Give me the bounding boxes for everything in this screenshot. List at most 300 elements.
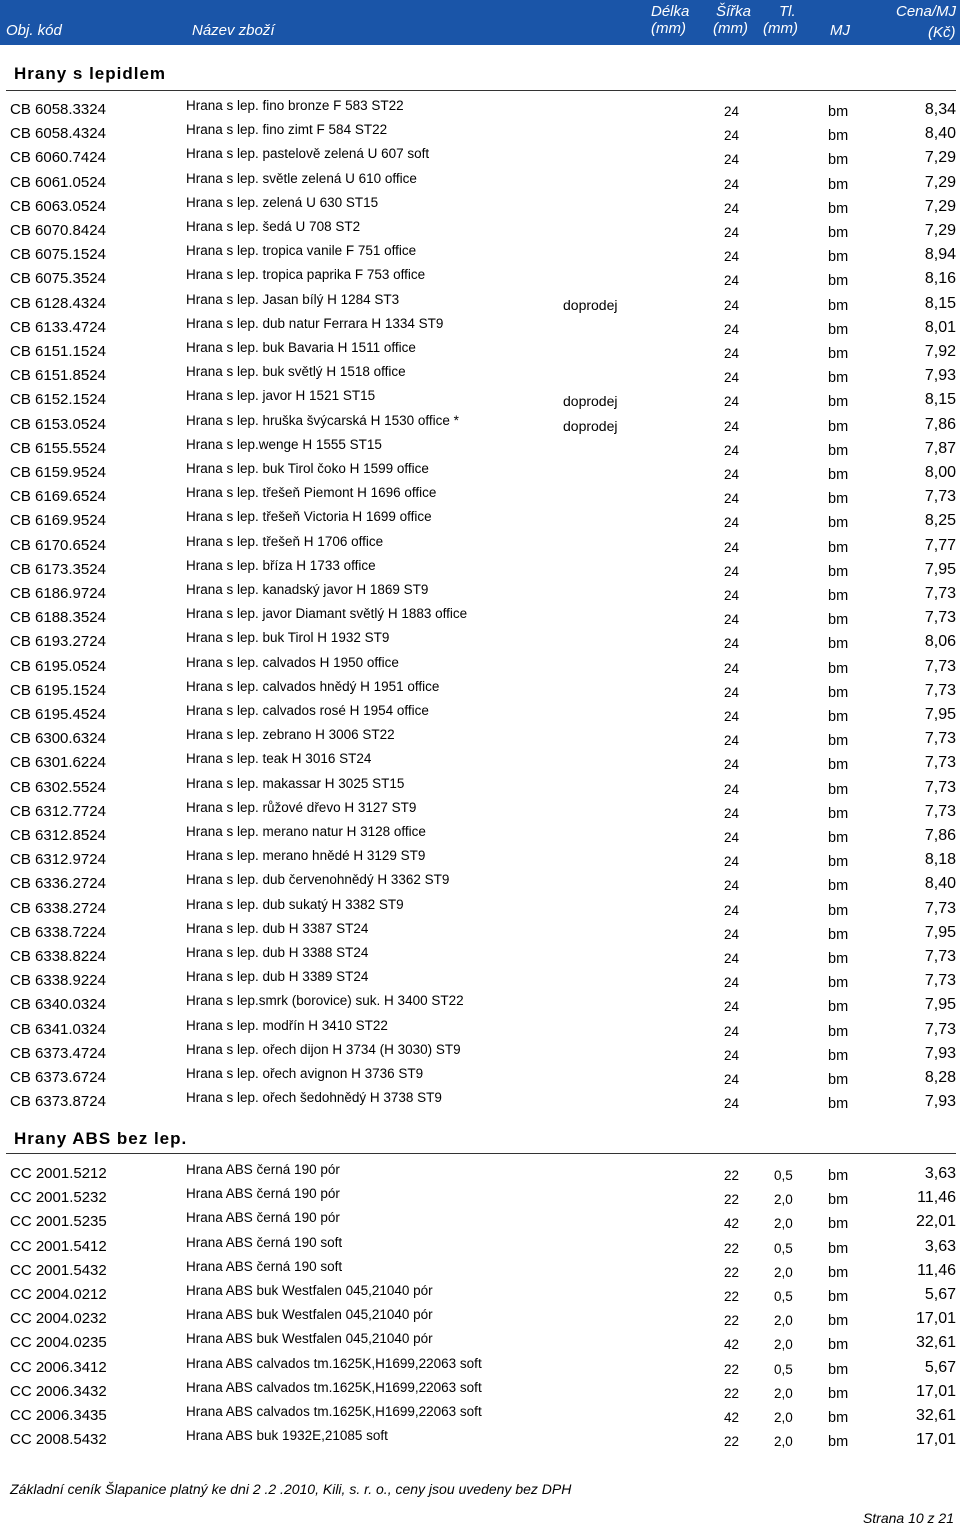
item-unit: bm bbox=[828, 1313, 849, 1330]
item-length: 24 bbox=[724, 684, 740, 700]
item-length: 24 bbox=[724, 418, 740, 434]
item-length: 22 bbox=[724, 1385, 740, 1401]
item-code: CB 6133.4724 bbox=[10, 318, 106, 336]
footer-note: Základní ceník Šlapanice platný ke dni 2 .2 .2010, Kili, s. r. o., ceny jsou uvedeny bez DPH bbox=[10, 1481, 572, 1497]
table-row bbox=[0, 509, 960, 536]
item-length: 24 bbox=[724, 442, 740, 458]
item-price: 7,77 bbox=[924, 536, 956, 554]
header-width: Šířka bbox=[716, 3, 752, 20]
item-price: 8,16 bbox=[924, 270, 956, 288]
table-row bbox=[0, 219, 960, 246]
item-price: 32,61 bbox=[915, 1407, 956, 1424]
item-name: Hrana s lep. buk světlý H 1518 office bbox=[186, 364, 406, 380]
table-row bbox=[0, 969, 960, 996]
item-price: 7,29 bbox=[924, 149, 956, 167]
item-unit: bm bbox=[828, 152, 849, 169]
item-length: 24 bbox=[724, 321, 740, 337]
item-price: 8,15 bbox=[924, 294, 956, 312]
item-price: 8,15 bbox=[924, 391, 956, 409]
item-unit: bm bbox=[828, 1434, 849, 1451]
item-thickness: 0,5 bbox=[774, 1168, 793, 1183]
item-code: CB 6152.1524 bbox=[10, 391, 106, 409]
table-row bbox=[0, 98, 960, 125]
table-row bbox=[0, 1186, 960, 1213]
table-row bbox=[0, 436, 960, 464]
item-unit: bm bbox=[828, 1072, 849, 1088]
item-unit: bm bbox=[828, 830, 849, 846]
item-price: 17,01 bbox=[915, 1310, 956, 1328]
item-code: CB 6338.9224 bbox=[10, 972, 106, 990]
table-row bbox=[0, 824, 960, 851]
table-row bbox=[0, 896, 960, 924]
item-unit: bm bbox=[828, 951, 849, 967]
header-price: Cena/MJ bbox=[896, 3, 957, 20]
item-name: Hrana ABS calvados tm.1625K,H1699,22063 soft bbox=[186, 1404, 482, 1419]
table-header bbox=[0, 0, 960, 45]
item-length: 22 bbox=[724, 1313, 740, 1329]
item-name: Hrana s lep. třešeň H 1706 office bbox=[186, 533, 384, 549]
item-thickness: 2,0 bbox=[774, 1192, 793, 1208]
table-row bbox=[0, 606, 960, 633]
item-unit: bm bbox=[828, 1289, 849, 1305]
item-length: 24 bbox=[724, 225, 740, 240]
item-length: 22 bbox=[724, 1361, 740, 1377]
item-code: CB 6170.6524 bbox=[10, 536, 106, 554]
item-length: 22 bbox=[724, 1434, 740, 1450]
item-length: 24 bbox=[724, 709, 740, 724]
header-length-unit: (mm) bbox=[651, 20, 686, 37]
item-code: CB 6312.7724 bbox=[10, 802, 106, 820]
item-price: 8,00 bbox=[924, 464, 956, 481]
item-code: CB 6338.7224 bbox=[10, 923, 106, 941]
item-length: 24 bbox=[724, 1096, 740, 1112]
item-name: Hrana s lep. kanadský javor H 1869 ST9 bbox=[186, 582, 429, 597]
item-name: Hrana s lep. růžové dřevo H 3127 ST9 bbox=[186, 799, 417, 815]
item-length: 24 bbox=[724, 1072, 740, 1087]
item-code: CB 6373.4724 bbox=[10, 1044, 106, 1062]
item-unit: bm bbox=[828, 588, 849, 604]
item-length: 24 bbox=[724, 152, 740, 168]
item-price: 7,73 bbox=[924, 681, 956, 699]
item-note: doprodej bbox=[563, 417, 618, 434]
item-code: CC 2004.0212 bbox=[10, 1286, 107, 1303]
item-unit: bm bbox=[828, 926, 849, 943]
item-length: 24 bbox=[724, 733, 740, 749]
item-length: 24 bbox=[724, 200, 740, 216]
table-row bbox=[0, 945, 960, 972]
table-row bbox=[0, 920, 960, 948]
item-unit: bm bbox=[828, 709, 849, 725]
item-length: 22 bbox=[724, 1289, 740, 1304]
item-price: 8,40 bbox=[924, 125, 956, 143]
table-row bbox=[0, 533, 960, 561]
item-code: CC 2001.5235 bbox=[10, 1213, 107, 1231]
item-length: 24 bbox=[724, 660, 740, 676]
table-row bbox=[0, 364, 960, 391]
item-unit: bm bbox=[828, 539, 849, 556]
item-unit: bm bbox=[828, 781, 849, 798]
item-code: CB 6301.6224 bbox=[10, 754, 106, 772]
table-row bbox=[0, 1041, 960, 1069]
item-name: Hrana ABS černá 190 pór bbox=[186, 1186, 340, 1202]
item-code: CC 2006.3412 bbox=[10, 1358, 107, 1376]
item-length: 24 bbox=[724, 273, 740, 289]
item-name: Hrana ABS buk 1932E,21085 soft bbox=[186, 1428, 388, 1444]
item-code: CB 6195.4524 bbox=[10, 706, 106, 723]
header-name: Název zboží bbox=[192, 22, 275, 39]
item-code: CB 6075.3524 bbox=[10, 270, 106, 288]
item-code: CB 6195.1524 bbox=[10, 681, 106, 699]
item-code: CC 2001.5212 bbox=[10, 1165, 107, 1182]
item-price: 8,25 bbox=[924, 512, 956, 530]
item-price: 22,01 bbox=[915, 1213, 956, 1231]
table-row bbox=[0, 582, 960, 609]
item-unit: bm bbox=[828, 249, 849, 266]
table-row bbox=[0, 122, 960, 149]
item-code: CB 6063.0524 bbox=[10, 197, 106, 215]
table-row bbox=[0, 170, 960, 198]
item-unit: bm bbox=[828, 321, 849, 338]
item-code: CB 6341.0324 bbox=[10, 1020, 106, 1038]
item-unit: bm bbox=[828, 346, 849, 362]
item-unit: bm bbox=[828, 128, 849, 145]
item-price: 7,73 bbox=[924, 899, 956, 917]
item-price: 7,92 bbox=[924, 343, 956, 360]
item-price: 8,01 bbox=[924, 318, 956, 336]
item-length: 24 bbox=[724, 878, 740, 894]
item-unit: bm bbox=[828, 1264, 849, 1281]
item-price: 8,28 bbox=[924, 1069, 956, 1086]
item-unit: bm bbox=[828, 636, 849, 653]
item-price: 7,73 bbox=[924, 972, 956, 990]
item-name: Hrana s lep. bříza H 1733 office bbox=[186, 557, 376, 573]
item-thickness: 2,0 bbox=[774, 1410, 793, 1425]
item-code: CC 2001.5412 bbox=[10, 1237, 107, 1255]
table-row bbox=[0, 267, 960, 294]
table-row bbox=[0, 1017, 960, 1045]
item-name: Hrana s lep. dub červenohnědý H 3362 ST9 bbox=[186, 872, 450, 888]
item-code: CB 6373.6724 bbox=[10, 1069, 106, 1086]
item-price: 7,29 bbox=[924, 173, 956, 191]
item-length: 24 bbox=[724, 1023, 740, 1039]
table-row bbox=[0, 775, 960, 803]
item-price: 5,67 bbox=[924, 1358, 956, 1376]
table-row bbox=[0, 727, 960, 754]
item-length: 24 bbox=[724, 588, 740, 603]
item-unit: bm bbox=[828, 1385, 849, 1402]
table-row bbox=[0, 703, 960, 730]
item-code: CB 6195.0524 bbox=[10, 657, 106, 675]
item-code: CB 6075.1524 bbox=[10, 246, 106, 264]
table-row bbox=[0, 485, 960, 512]
section-divider bbox=[6, 1153, 956, 1154]
item-code: CB 6300.6324 bbox=[10, 730, 106, 748]
item-thickness: 2,0 bbox=[774, 1264, 793, 1280]
item-code: CB 6128.4324 bbox=[10, 294, 106, 312]
item-code: CB 6373.8724 bbox=[10, 1093, 106, 1111]
table-row bbox=[0, 388, 960, 415]
item-length: 22 bbox=[724, 1192, 740, 1208]
item-name: Hrana s lep. šedá U 708 ST2 bbox=[186, 219, 361, 234]
item-name: Hrana ABS černá 190 pór bbox=[186, 1210, 340, 1226]
item-name: Hrana s lep. javor Diamant světlý H 1883 office bbox=[186, 606, 468, 622]
item-price: 7,86 bbox=[924, 415, 956, 433]
item-price: 8,18 bbox=[924, 851, 956, 869]
section-title: Hrany ABS bez lep. bbox=[14, 1129, 188, 1148]
item-unit: bm bbox=[828, 394, 849, 411]
item-price: 8,34 bbox=[924, 101, 956, 118]
item-price: 7,73 bbox=[924, 488, 956, 506]
table-row bbox=[0, 1090, 960, 1117]
item-name: Hrana s lep. tropica paprika F 753 office bbox=[186, 267, 426, 283]
item-name: Hrana s lep. fino bronze F 583 ST22 bbox=[186, 98, 404, 113]
item-thickness: 2,0 bbox=[774, 1337, 793, 1353]
item-name: Hrana s lep. buk Bavaria H 1511 office bbox=[186, 340, 416, 355]
item-unit: bm bbox=[828, 1240, 849, 1257]
item-length: 24 bbox=[724, 370, 740, 386]
item-price: 7,73 bbox=[924, 778, 956, 796]
item-unit: bm bbox=[828, 1096, 849, 1113]
item-price: 32,61 bbox=[915, 1334, 956, 1352]
item-name: Hrana s lep. pastelově zelená U 607 soft bbox=[186, 146, 430, 162]
item-price: 7,73 bbox=[924, 754, 956, 772]
item-price: 7,73 bbox=[924, 585, 956, 602]
item-length: 22 bbox=[724, 1264, 740, 1280]
item-price: 7,95 bbox=[924, 923, 956, 941]
table-row bbox=[0, 557, 960, 585]
item-unit: bm bbox=[828, 902, 849, 919]
item-price: 7,73 bbox=[924, 802, 956, 820]
item-name: Hrana s lep. fino zimt F 584 ST22 bbox=[186, 122, 388, 138]
header-code: Obj. kód bbox=[6, 22, 62, 39]
item-unit: bm bbox=[828, 975, 849, 992]
item-code: CB 6188.3524 bbox=[10, 609, 106, 627]
table-row bbox=[0, 243, 960, 270]
item-name: Hrana s lep. Jasan bílý H 1284 ST3 bbox=[186, 291, 400, 307]
item-unit: bm bbox=[828, 805, 849, 822]
item-code: CC 2004.0232 bbox=[10, 1310, 107, 1328]
item-length: 24 bbox=[724, 394, 740, 410]
item-code: CB 6058.3324 bbox=[10, 101, 106, 118]
item-thickness: 2,0 bbox=[774, 1385, 793, 1401]
item-code: CB 6186.9724 bbox=[10, 585, 106, 602]
item-name: Hrana s lep. zelená U 630 ST15 bbox=[186, 194, 379, 210]
item-unit: bm bbox=[828, 370, 849, 387]
item-name: Hrana s lep. calvados rosé H 1954 office bbox=[186, 703, 429, 718]
item-length: 42 bbox=[724, 1410, 740, 1425]
item-name: Hrana s lep. makassar H 3025 ST15 bbox=[186, 775, 405, 791]
section-title: Hrany s lepidlem bbox=[14, 64, 167, 83]
item-length: 24 bbox=[724, 902, 740, 918]
table-row bbox=[0, 1162, 960, 1189]
item-price: 7,73 bbox=[924, 657, 956, 675]
item-unit: bm bbox=[828, 1047, 849, 1064]
item-name: Hrana s lep. ořech šedohnědý H 3738 ST9 bbox=[186, 1090, 442, 1106]
item-name: Hrana s lep. dub sukatý H 3382 ST9 bbox=[186, 896, 404, 912]
item-code: CB 6060.7424 bbox=[10, 149, 106, 167]
item-length: 24 bbox=[724, 636, 740, 652]
item-length: 24 bbox=[724, 176, 740, 192]
item-length: 24 bbox=[724, 346, 740, 361]
item-price: 7,73 bbox=[924, 609, 956, 627]
item-code: CB 6336.2724 bbox=[10, 875, 106, 893]
item-length: 24 bbox=[724, 854, 740, 870]
item-code: CB 6155.5524 bbox=[10, 439, 106, 457]
item-unit: bm bbox=[828, 684, 849, 701]
item-name: Hrana ABS calvados tm.1625K,H1699,22063 soft bbox=[186, 1355, 482, 1371]
page-number: Strana 10 z 21 bbox=[862, 1510, 954, 1526]
header-thickness-unit: (mm) bbox=[763, 20, 798, 37]
item-length: 24 bbox=[724, 951, 740, 966]
item-price: 7,29 bbox=[924, 222, 956, 239]
item-code: CB 6070.8424 bbox=[10, 222, 106, 239]
item-code: CB 6340.0324 bbox=[10, 996, 106, 1014]
table-row bbox=[0, 1258, 960, 1286]
item-name: Hrana s lep. třešeň Victoria H 1699 office bbox=[186, 509, 432, 525]
item-unit: bm bbox=[828, 1337, 849, 1354]
item-unit: bm bbox=[828, 491, 849, 508]
item-code: CB 6338.2724 bbox=[10, 899, 106, 917]
item-price: 7,73 bbox=[924, 948, 956, 965]
item-name: Hrana s lep. calvados H 1950 office bbox=[186, 654, 399, 670]
item-name: Hrana s lep. dub H 3388 ST24 bbox=[186, 945, 369, 960]
item-code: CB 6169.9524 bbox=[10, 512, 106, 530]
item-price: 8,06 bbox=[924, 633, 956, 651]
table-row bbox=[0, 678, 960, 706]
item-price: 11,46 bbox=[917, 1189, 956, 1207]
item-unit: bm bbox=[828, 515, 849, 532]
item-length: 24 bbox=[724, 757, 740, 773]
item-price: 8,94 bbox=[924, 246, 956, 264]
item-unit: bm bbox=[828, 467, 849, 483]
item-code: CB 6302.5524 bbox=[10, 778, 106, 796]
item-unit: bm bbox=[828, 660, 849, 677]
item-length: 24 bbox=[724, 491, 740, 507]
item-unit: bm bbox=[828, 563, 849, 580]
item-unit: bm bbox=[828, 1168, 849, 1184]
table-row bbox=[0, 630, 960, 657]
item-name: Hrana s lep. modřín H 3410 ST22 bbox=[186, 1017, 388, 1033]
item-code: CB 6151.1524 bbox=[10, 343, 106, 360]
table-row bbox=[0, 315, 960, 343]
item-price: 11,46 bbox=[917, 1261, 956, 1279]
item-length: 22 bbox=[724, 1168, 740, 1183]
item-unit: bm bbox=[828, 442, 849, 459]
item-note: doprodej bbox=[563, 296, 618, 313]
item-name: Hrana s lep. hruška švýcarská H 1530 office * bbox=[186, 412, 459, 428]
item-thickness: 0,5 bbox=[774, 1361, 793, 1377]
item-name: Hrana s lep. javor H 1521 ST15 bbox=[186, 388, 376, 404]
item-length: 24 bbox=[724, 975, 740, 991]
item-code: CB 6193.2724 bbox=[10, 633, 106, 651]
item-code: CB 6151.8524 bbox=[10, 367, 106, 385]
item-name: Hrana s lep. ořech avignon H 3736 ST9 bbox=[186, 1066, 424, 1081]
item-price: 8,40 bbox=[924, 875, 956, 893]
item-price: 7,95 bbox=[924, 706, 956, 723]
item-length: 24 bbox=[724, 781, 740, 797]
table-row bbox=[0, 461, 960, 488]
table-row bbox=[0, 412, 960, 440]
table-row bbox=[0, 340, 960, 367]
item-price: 7,93 bbox=[924, 1044, 956, 1062]
table-row bbox=[0, 1283, 960, 1310]
item-length: 24 bbox=[724, 539, 740, 555]
item-code: CB 6173.3524 bbox=[10, 560, 106, 578]
item-length: 24 bbox=[724, 926, 740, 942]
section-divider bbox=[6, 90, 956, 91]
header-length: Délka bbox=[651, 3, 690, 20]
item-code: CC 2001.5432 bbox=[10, 1261, 107, 1279]
item-length: 24 bbox=[724, 297, 740, 313]
item-unit: bm bbox=[828, 225, 849, 241]
header-unit: MJ bbox=[830, 22, 850, 39]
item-name: Hrana ABS buk Westfalen 045,21040 pór bbox=[186, 1307, 433, 1323]
item-unit: bm bbox=[828, 200, 849, 217]
table-row bbox=[0, 1404, 960, 1431]
item-unit: bm bbox=[828, 733, 849, 750]
item-length: 22 bbox=[724, 1240, 740, 1256]
item-name: Hrana s lep. ořech dijon H 3734 (H 3030) ST9 bbox=[186, 1041, 461, 1057]
item-note: doprodej bbox=[563, 393, 618, 410]
item-name: Hrana ABS buk Westfalen 045,21040 pór bbox=[186, 1331, 433, 1347]
item-unit: bm bbox=[828, 1216, 849, 1233]
item-code: CC 2001.5232 bbox=[10, 1189, 107, 1207]
item-length: 24 bbox=[724, 467, 740, 482]
table-row bbox=[0, 872, 960, 899]
item-unit: bm bbox=[828, 1410, 849, 1426]
item-unit: bm bbox=[828, 999, 849, 1016]
item-length: 42 bbox=[724, 1337, 740, 1353]
item-name: Hrana s lep. buk Tirol čoko H 1599 office bbox=[186, 461, 429, 476]
item-length: 42 bbox=[724, 1216, 740, 1232]
item-name: Hrana ABS černá 190 pór bbox=[186, 1162, 340, 1177]
item-length: 24 bbox=[724, 830, 740, 845]
item-unit: bm bbox=[828, 1192, 849, 1209]
table-row bbox=[0, 993, 960, 1020]
item-unit: bm bbox=[828, 104, 849, 120]
item-name: Hrana s lep. třešeň Piemont H 1696 office bbox=[186, 485, 437, 501]
item-price: 7,95 bbox=[924, 996, 956, 1014]
item-name: Hrana s lep.smrk (borovice) suk. H 3400 ST22 bbox=[186, 993, 464, 1009]
item-code: CB 6312.9724 bbox=[10, 851, 106, 869]
item-name: Hrana s lep. calvados hnědý H 1951 office bbox=[186, 678, 440, 694]
item-length: 24 bbox=[724, 515, 740, 531]
item-thickness: 2,0 bbox=[774, 1313, 793, 1329]
item-length: 24 bbox=[724, 999, 740, 1015]
item-unit: bm bbox=[828, 176, 849, 193]
item-code: CB 6153.0524 bbox=[10, 415, 106, 433]
item-thickness: 0,5 bbox=[774, 1289, 793, 1304]
item-thickness: 2,0 bbox=[774, 1434, 793, 1450]
table-row bbox=[0, 654, 960, 682]
item-thickness: 2,0 bbox=[774, 1216, 793, 1232]
table-row bbox=[0, 291, 960, 319]
item-code: CB 6169.6524 bbox=[10, 488, 106, 506]
item-code: CC 2008.5432 bbox=[10, 1431, 107, 1449]
item-price: 7,29 bbox=[924, 197, 956, 215]
table-row bbox=[0, 848, 960, 875]
item-name: Hrana s lep. dub natur Ferrara H 1334 ST9 bbox=[186, 315, 444, 331]
header-width-unit: (mm) bbox=[713, 20, 748, 37]
item-code: CC 2006.3435 bbox=[10, 1407, 107, 1424]
item-price: 7,87 bbox=[924, 439, 956, 457]
item-unit: bm bbox=[828, 854, 849, 871]
item-name: Hrana s lep. tropica vanile F 751 office bbox=[186, 243, 417, 259]
item-unit: bm bbox=[828, 1023, 849, 1040]
item-name: Hrana s lep. dub H 3387 ST24 bbox=[186, 920, 369, 936]
item-name: Hrana s lep. světle zelená U 610 office bbox=[186, 170, 417, 186]
item-name: Hrana ABS černá 190 soft bbox=[186, 1258, 343, 1274]
